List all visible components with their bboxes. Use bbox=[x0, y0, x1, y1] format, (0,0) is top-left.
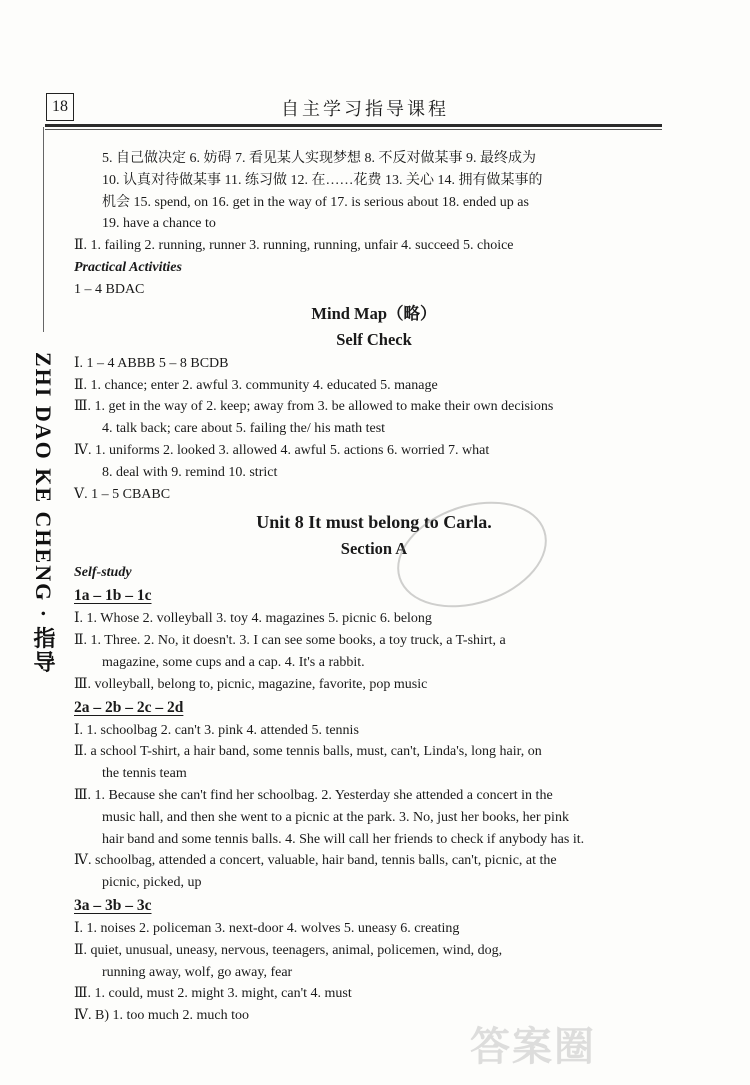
answer-line: Ⅱ. a school T-shirt, a hair band, some tennis balls, must, can't, Linda's, long hair, on bbox=[74, 744, 542, 760]
answer-line: Ⅳ. B) 1. too much 2. much too bbox=[74, 1008, 249, 1024]
answer-line: Unit 8 It must belong to Carla. bbox=[256, 512, 492, 533]
answer-line: 1 – 4 BDAC bbox=[74, 281, 145, 297]
answer-line: 8. deal with 9. remind 10. strict bbox=[102, 464, 278, 480]
answer-line: 1a – 1b – 1c bbox=[74, 587, 152, 605]
answer-line: Ⅱ. 1. failing 2. running, runner 3. running, running, unfair 4. succeed 5. choice bbox=[74, 238, 514, 254]
answer-line: Self-study bbox=[74, 565, 132, 581]
answer-line: Ⅰ. 1. schoolbag 2. can't 3. pink 4. attended 5. tennis bbox=[74, 722, 359, 738]
answer-line: Ⅱ. 1. Three. 2. No, it doesn't. 3. I can see some books, a toy truck, a T-shirt, a bbox=[74, 633, 506, 649]
answer-line: Mind Map（略） bbox=[311, 303, 437, 323]
answer-content bbox=[74, 148, 674, 1027]
margin-line bbox=[43, 127, 44, 332]
answer-line: hair band and some tennis balls. 4. She will call her friends to check if anybody has it. bbox=[102, 831, 585, 847]
answer-line: Ⅰ. 1. Whose 2. volleyball 3. toy 4. magazines 5. picnic 6. belong bbox=[74, 611, 432, 627]
answer-line: Ⅰ. 1. noises 2. policeman 3. next-door 4. wolves 5. uneasy 6. creating bbox=[74, 920, 460, 936]
answer-line: picnic, picked, up bbox=[102, 875, 202, 891]
answer-line: 19. have a chance to bbox=[102, 216, 216, 232]
header-rule-thin bbox=[45, 129, 662, 130]
header-rule bbox=[45, 124, 662, 127]
watermark-logo: 答案圈 bbox=[470, 1024, 596, 1070]
page-header-title: 自主学习指导课程 bbox=[281, 99, 449, 120]
side-label: ZHI DAO KE CHENG · 指导 bbox=[31, 352, 56, 675]
answer-line: Ⅲ. 1. Because she can't find her schoolbag. 2. Yesterday she attended a concert in the bbox=[74, 787, 553, 803]
answer-line: magazine, some cups and a cap. 4. It's a rabbit. bbox=[102, 654, 365, 670]
answer-line: 2a – 2b – 2c – 2d bbox=[74, 698, 184, 716]
answer-line: Ⅳ. 1. uniforms 2. looked 3. allowed 4. awful 5. actions 6. worried 7. what bbox=[74, 442, 490, 458]
answer-line: 机会 15. spend, on 16. get in the way of 17. is serious about 18. ended up as bbox=[102, 194, 529, 210]
answer-line: 3a – 3b – 3c bbox=[74, 896, 152, 914]
answer-line: the tennis team bbox=[102, 766, 187, 782]
answer-line: Ⅳ. schoolbag, attended a concert, valuable, hair band, tennis balls, can't, picnic, at the bbox=[74, 853, 557, 869]
answer-line: Ⅰ. 1 – 4 ABBB 5 – 8 BCDB bbox=[74, 355, 229, 371]
answer-line: 10. 认真对待做某事 11. 练习做 12. 在……花费 13. 关心 14. 拥有做某事的 bbox=[102, 172, 543, 188]
answer-line: running away, wolf, go away, fear bbox=[102, 964, 293, 980]
answer-line: Ⅲ. volleyball, belong to, picnic, magazine, favorite, pop music bbox=[74, 676, 428, 692]
page-number: 18 bbox=[46, 93, 74, 121]
answer-line: Ⅱ. 1. chance; enter 2. awful 3. community 4. educated 5. manage bbox=[74, 377, 438, 393]
answer-line: 5. 自己做决定 6. 妨碍 7. 看见某人实现梦想 8. 不反对做某事 9. 最终成为 bbox=[102, 151, 536, 166]
answer-line: Ⅲ. 1. could, must 2. might 3. might, can't 4. must bbox=[74, 986, 352, 1002]
answer-line: Ⅲ. 1. get in the way of 2. keep; away from 3. be allowed to make their own decisions bbox=[74, 399, 554, 415]
answer-line: Self Check bbox=[336, 329, 412, 349]
answer-line: music hall, and then she went to a picnic at the park. 3. No, just her books, her pink bbox=[102, 809, 569, 825]
answer-line: Ⅱ. quiet, unusual, uneasy, nervous, teenagers, animal, policemen, wind, dog, bbox=[74, 942, 503, 958]
answer-line: Practical Activities bbox=[74, 259, 182, 275]
answer-line: Ⅴ. 1 – 5 CBABC bbox=[74, 486, 171, 502]
answer-line: 4. talk back; care about 5. failing the/ his math test bbox=[102, 421, 386, 437]
answer-line: Section A bbox=[340, 539, 408, 559]
